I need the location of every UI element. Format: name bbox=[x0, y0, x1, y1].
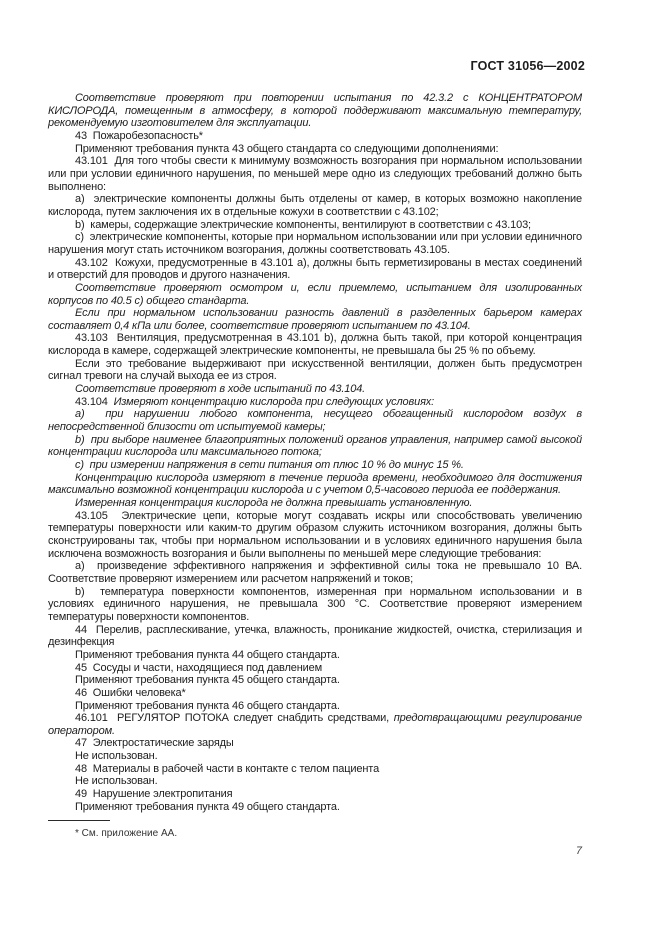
body-text: 46.101 РЕГУЛЯТОР ПОТОКА следует снабдить средствами, bbox=[75, 712, 394, 725]
body-text: 44 Перелив, расплескивание, утечка, влажность, проникание жидкостей, очистка, стерилизация и дезинфекция bbox=[48, 623, 582, 649]
paragraph bbox=[48, 560, 582, 585]
paragraph bbox=[48, 257, 582, 282]
document-body bbox=[48, 92, 582, 813]
body-text: 43.101 Для того чтобы свести к минимуму возможность возгорания при нормальном использовании или при условии единичного нарушения, по меньшей мере одно из следующих требований должно быть выполнено: bbox=[48, 155, 582, 193]
body-text: Применяют требования пункта 43 общего стандарта со следующими дополнениями: bbox=[75, 142, 499, 155]
paragraph bbox=[48, 687, 582, 700]
paragraph bbox=[48, 92, 582, 130]
paragraph bbox=[48, 143, 582, 156]
footnote bbox=[48, 828, 582, 840]
body-text: 45 Сосуды и части, находящиеся под давлением bbox=[75, 661, 323, 674]
paragraph bbox=[48, 801, 582, 814]
body-text: 43.104 bbox=[75, 395, 114, 408]
paragraph bbox=[48, 586, 582, 624]
italic-text: a) при нарушении любого компонента, несущего обогащенный кислородом воздух в непосредственной близости от испытуемой камеры; bbox=[48, 408, 582, 434]
italic-text: Если при нормальном использовании разность давлений в разделенных барьером камерах составляет 0,4 кПа или более, соответствие проверяют испытанием по 43.104. bbox=[48, 307, 582, 332]
paragraph bbox=[48, 193, 582, 218]
paragraph bbox=[48, 737, 582, 750]
paragraph bbox=[48, 510, 582, 561]
paragraph bbox=[48, 649, 582, 662]
italic-text: b) при выборе наименее благоприятных положений органов управления, например самой высокой концентрации кислорода или максимального потока; bbox=[48, 433, 582, 459]
body-text: Применяют требования пункта 49 общего стандарта. bbox=[75, 800, 340, 813]
paragraph bbox=[48, 750, 582, 763]
paragraph bbox=[48, 332, 582, 357]
paragraph bbox=[48, 219, 582, 232]
body-text: a) электрические компоненты должны быть отделены от камер, в которых возможно накопление кислорода, путем заключения их в отдельные кожухи в соответствии с 43.102; bbox=[48, 193, 582, 218]
paragraph bbox=[48, 788, 582, 801]
paragraph bbox=[48, 775, 582, 788]
paragraph bbox=[48, 282, 582, 307]
paragraph bbox=[48, 383, 582, 396]
italic-text: Измеряют концентрацию кислорода при следующих условиях: bbox=[113, 395, 435, 408]
page-number: 7 bbox=[575, 845, 582, 857]
paragraph bbox=[48, 674, 582, 687]
body-text: Применяют требования пункта 44 общего стандарта. bbox=[75, 648, 340, 661]
page-header bbox=[48, 59, 585, 73]
paragraph bbox=[48, 472, 582, 497]
paragraph bbox=[48, 624, 582, 649]
italic-text: Соответствие проверяют осмотром и, если приемлемо, испытанием для изолированных корпусов по 40.5 c) общего стандарта. bbox=[48, 281, 582, 307]
paragraph bbox=[48, 358, 582, 383]
body-text: Не использован. bbox=[75, 775, 158, 788]
paragraph bbox=[48, 396, 582, 409]
body-text: 43.105 Электрические цепи, которые могут создавать искры или способствовать увеличению температуры поверхности или каким-то другим образом служить источником возгорания, должны быть сконструированы так, чтобы при нормальном использовании и в условиях единичного нарушения была исключена возможность возгорания и были выполнены по меньшей мере следующие требования: bbox=[48, 509, 582, 560]
body-text: 43.102 Кожухи, предусмотренные в 43.101 a), должны быть герметизированы в местах соединений и отверстий для проводов и другого назначения. bbox=[48, 256, 582, 282]
body-text: 46 Ошибки человека* bbox=[75, 686, 186, 699]
body-text: 49 Нарушение электропитания bbox=[75, 788, 233, 801]
italic-text: Измеренная концентрация кислорода не должна превышать установленную. bbox=[75, 497, 473, 509]
body-text: Не использован. bbox=[75, 750, 158, 763]
body-text: Применяют требования пункта 45 общего стандарта. bbox=[75, 674, 340, 687]
italic-text: предотвращающими регулирование оператором. bbox=[48, 712, 582, 737]
paragraph bbox=[48, 459, 582, 472]
paragraph bbox=[48, 497, 582, 510]
footnote-rule bbox=[48, 820, 110, 821]
paragraph bbox=[48, 231, 582, 256]
paragraph bbox=[48, 712, 582, 737]
body-text: b) температура поверхности компонентов, измеренная при нормальном использовании и в условиях единичного нарушения, не превышала 300 °С. Соответствие проверяют измерением температуры поверхности компонентов. bbox=[48, 585, 582, 623]
body-text: 43.103 Вентиляция, предусмотренная в 43.101 b), должна быть такой, при которой концентрация кислорода в камере, содержащей электрические компоненты, не превышала бы 25 % по объему. bbox=[48, 332, 582, 358]
paragraph bbox=[48, 700, 582, 713]
paragraph bbox=[48, 307, 582, 332]
standard-number: ГОСТ 31056—2002 bbox=[470, 59, 585, 73]
body-text: 48 Материалы в рабочей части в контакте с телом пациента bbox=[75, 762, 380, 775]
body-text: Применяют требования пункта 46 общего стандарта. bbox=[75, 699, 340, 712]
paragraph bbox=[48, 434, 582, 459]
body-text: c) электрические компоненты, которые при нормальном использовании или при условии единичного нарушения могут стать источником возгорания, должны соответствовать 43.105. bbox=[48, 231, 582, 256]
paragraph bbox=[48, 408, 582, 433]
italic-text: Соответствие проверяют в ходе испытаний по 43.104. bbox=[75, 383, 366, 396]
body-text: Если это требование выдерживают при искусственной вентиляции, должен быть предусмотрен сигнал тревоги на случай выхода ее из строя. bbox=[48, 357, 582, 383]
paragraph bbox=[48, 662, 582, 675]
italic-text: Соответствие проверяют при повторении испытания по 42.3.2 с КОНЦЕНТРАТОРОМ КИСЛОРОДА, помещенным в атмосферу, в которой поддерживают максимальную температуру, рекомендуемую изготовителем для эксплуатации. bbox=[48, 92, 582, 130]
footnote-text: * См. приложение АА. bbox=[75, 828, 178, 839]
paragraph bbox=[48, 130, 582, 143]
paragraph bbox=[48, 155, 582, 193]
body-text: b) камеры, содержащие электрические компоненты, вентилируют в соответствии с 43.103; bbox=[75, 218, 531, 231]
body-text: 43 Пожаробезопасность* bbox=[75, 129, 203, 142]
body-text: a) произведение эффективного напряжения и эффективной силы тока не превышало 10 ВА. Соответствие проверяют измерением или расчетом напряжений и токов; bbox=[48, 560, 582, 585]
italic-text: Концентрацию кислорода измеряют в течение периода времени, необходимого для достижения максимально возможной концентрации кислорода и с учетом 0,5-часового периода ее поддержания. bbox=[48, 471, 582, 497]
italic-text: c) при измерении напряжения в сети питания от плюс 10 % до минус 15 %. bbox=[75, 459, 464, 472]
body-text: 47 Электростатические заряды bbox=[75, 737, 234, 750]
paragraph bbox=[48, 763, 582, 776]
